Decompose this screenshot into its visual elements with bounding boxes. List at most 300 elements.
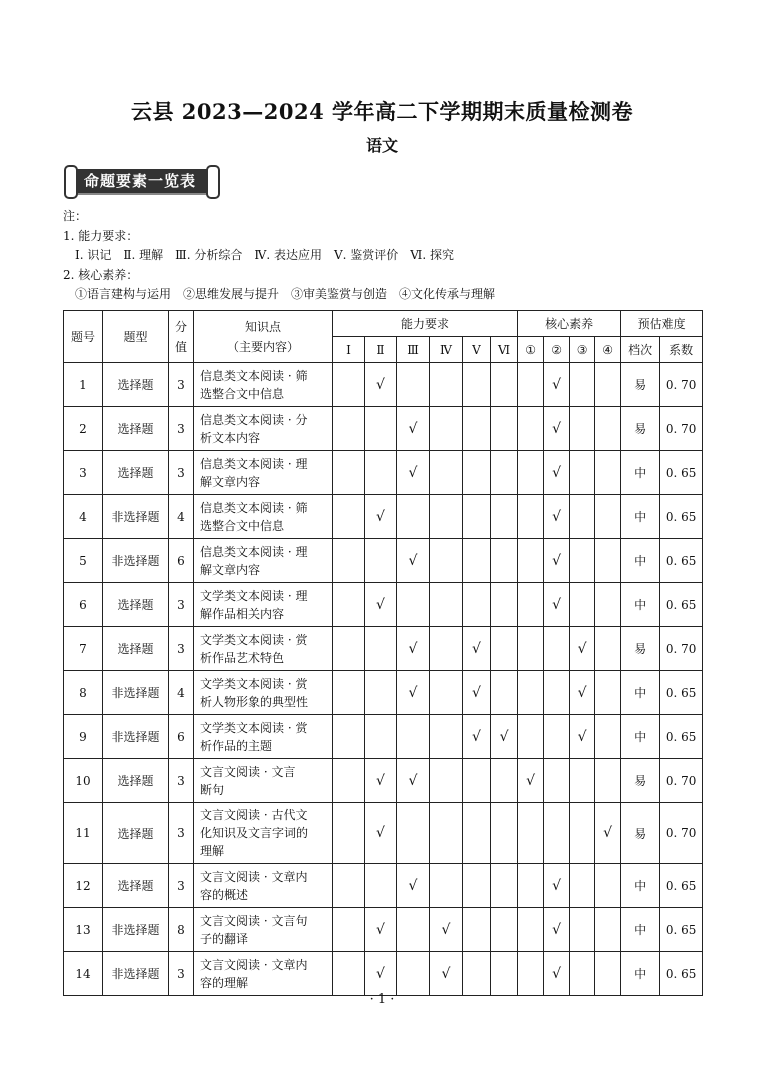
cell-core [570,952,595,996]
cell-ability [491,864,518,908]
cell-ability [463,407,491,451]
ability-col: Ⅱ [365,337,397,363]
cell-ability: √ [463,627,491,671]
cell-ability [397,952,430,996]
table-row [64,495,703,539]
diff-col-coef: 系数 [660,337,703,363]
knowledge-line: 容的理解 [200,975,249,990]
cell-core [544,627,570,671]
cell-core [518,803,544,864]
cell-score: 6 [169,539,194,583]
knowledge-line: 析人物形象的典型性 [200,694,309,709]
cell-ability [463,864,491,908]
table-row [64,715,703,759]
header-ability: 能力要求 [333,311,518,337]
cell-score: 3 [169,627,194,671]
cell-ability: √ [365,759,397,803]
table-row [64,864,703,908]
cell-level: 中 [621,495,660,539]
notes-head: 注： [63,209,88,223]
cell-coef: 0. 65 [660,495,703,539]
cell-coef: 0. 70 [660,363,703,407]
cell-level: 易 [621,759,660,803]
cell-ability [365,864,397,908]
header-num: 题号 [64,311,103,363]
cell-level: 中 [621,671,660,715]
cell-ability [430,715,463,759]
cell-core [518,627,544,671]
cell-coef: 0. 70 [660,407,703,451]
cell-score: 6 [169,715,194,759]
table-body [64,363,703,996]
cell-score: 3 [169,363,194,407]
cell-knowledge [194,627,333,671]
cell-level: 中 [621,715,660,759]
knowledge-line: 信息类文本阅读 · 分 [200,412,308,427]
cell-core: √ [544,908,570,952]
cell-knowledge [194,803,333,864]
cell-ability [333,803,365,864]
cell-core: √ [570,715,595,759]
cell-num: 1 [64,363,103,407]
table-row [64,451,703,495]
cell-core [544,759,570,803]
cell-ability [333,363,365,407]
cell-core: √ [544,864,570,908]
knowledge-line: 选整合文中信息 [200,386,285,401]
cell-ability [365,539,397,583]
knowledge-line: 文言文阅读 · 文言 [200,764,296,779]
cell-level: 易 [621,407,660,451]
cell-core [595,864,621,908]
cell-ability [491,495,518,539]
cell-knowledge [194,583,333,627]
cell-core [595,451,621,495]
knowledge-line: 信息类文本阅读 · 理 [200,544,308,559]
cell-knowledge [194,451,333,495]
knowledge-line: 容的概述 [200,887,249,902]
cell-type: 选择题 [103,363,169,407]
cell-coef: 0. 65 [660,952,703,996]
cell-ability [491,803,518,864]
cell-core [570,864,595,908]
cell-ability [333,671,365,715]
cell-ability [463,539,491,583]
core-col: ① [518,337,544,363]
cell-ability [430,539,463,583]
cell-type: 非选择题 [103,715,169,759]
cell-coef: 0. 65 [660,715,703,759]
cell-ability [463,759,491,803]
cell-core [518,495,544,539]
knowledge-line: 文学类文本阅读 · 赏 [200,632,308,647]
knowledge-line: 化知识及文言字词的 [200,826,309,840]
knowledge-line: 解文章内容 [200,474,261,489]
cell-core [595,363,621,407]
ability-list: Ⅰ. 识记 Ⅱ. 理解 Ⅲ. 分析综合 Ⅳ. 表达应用 Ⅴ. 鉴赏评价 Ⅵ. 探究 [75,248,454,262]
cell-coef: 0. 65 [660,908,703,952]
cell-core [595,952,621,996]
cell-num: 4 [64,495,103,539]
cell-ability: √ [491,715,518,759]
cell-num: 11 [64,803,103,864]
cell-ability: √ [365,952,397,996]
cell-ability [430,627,463,671]
cell-core [570,803,595,864]
cell-knowledge [194,495,333,539]
header-knowledge-sub: （主要内容） [226,339,299,354]
cell-num: 14 [64,952,103,996]
cell-type: 选择题 [103,407,169,451]
cell-score: 3 [169,864,194,908]
knowledge-line: 选整合文中信息 [200,518,285,533]
cell-knowledge [194,952,333,996]
header-difficulty: 预估难度 [621,311,703,337]
cell-ability: √ [397,451,430,495]
ability-col: Ⅲ [397,337,430,363]
cell-score: 4 [169,671,194,715]
cell-ability [365,715,397,759]
cell-ability: √ [365,803,397,864]
knowledge-line: 文言文阅读 · 文章内 [200,869,308,884]
cell-ability [463,495,491,539]
cell-type: 选择题 [103,803,169,864]
cell-core [570,495,595,539]
cell-ability [365,627,397,671]
cell-ability [463,908,491,952]
table-row [64,952,703,996]
cell-core: √ [595,803,621,864]
cell-knowledge [194,908,333,952]
cell-level: 易 [621,803,660,864]
cell-core [518,407,544,451]
cell-score: 3 [169,952,194,996]
knowledge-line: 析作品的主题 [200,738,273,753]
cell-knowledge [194,864,333,908]
cell-ability [333,908,365,952]
cell-type: 选择题 [103,627,169,671]
cell-core [518,539,544,583]
cell-ability [491,627,518,671]
cell-ability: √ [463,671,491,715]
cell-ability [333,864,365,908]
header-knowledge [194,311,333,363]
table-row [64,583,703,627]
knowledge-line: 断句 [200,782,225,797]
cell-ability [430,864,463,908]
cell-core: √ [544,407,570,451]
cell-knowledge [194,539,333,583]
cell-core [595,715,621,759]
cell-core: √ [570,627,595,671]
cell-ability [491,539,518,583]
cell-core [595,627,621,671]
cell-type: 选择题 [103,864,169,908]
cell-num: 2 [64,407,103,451]
cell-ability [397,715,430,759]
knowledge-line: 析作品艺术特色 [200,650,285,665]
knowledge-line: 理解 [200,844,225,858]
knowledge-line: 解文章内容 [200,562,261,577]
cell-core: √ [518,759,544,803]
cell-level: 中 [621,583,660,627]
cell-core [518,908,544,952]
ability-col: Ⅳ [430,337,463,363]
cell-core [595,495,621,539]
cell-score: 3 [169,803,194,864]
cell-ability: √ [397,759,430,803]
cell-core [518,363,544,407]
cell-ability [491,952,518,996]
ability-title: 1. 能力要求： [63,228,139,243]
cell-core [544,803,570,864]
cell-ability: √ [365,908,397,952]
cell-ability [397,583,430,627]
cell-ability [491,908,518,952]
cell-type: 选择题 [103,759,169,803]
cell-core: √ [544,495,570,539]
cell-ability [491,583,518,627]
cell-core: √ [570,671,595,715]
knowledge-line: 信息类文本阅读 · 筛 [200,368,308,383]
cell-num: 9 [64,715,103,759]
cell-core [595,671,621,715]
header-knowledge-main: 知识点 [244,319,281,334]
page-title: 云县 2023—2024 学年高二下学期期末质量检测卷 [130,99,633,124]
knowledge-line: 文言文阅读 · 文章内 [200,957,308,972]
cell-level: 中 [621,864,660,908]
core-title: 2. 核心素养： [63,267,139,282]
core-col: ③ [570,337,595,363]
cell-coef: 0. 65 [660,864,703,908]
cell-coef: 0. 65 [660,583,703,627]
cell-ability [430,363,463,407]
cell-core [570,539,595,583]
cell-ability [397,803,430,864]
cell-core [595,908,621,952]
core-col: ② [544,337,570,363]
cell-score: 8 [169,908,194,952]
cell-level: 中 [621,451,660,495]
cell-ability [491,451,518,495]
cell-core [544,715,570,759]
cell-core [595,539,621,583]
cell-type: 选择题 [103,451,169,495]
table-row [64,759,703,803]
cell-ability [365,671,397,715]
cell-core [518,583,544,627]
cell-knowledge [194,759,333,803]
cell-num: 6 [64,583,103,627]
cell-knowledge [194,671,333,715]
cell-ability [463,803,491,864]
knowledge-line: 文言文阅读 · 古代文 [200,808,308,822]
cell-knowledge [194,715,333,759]
cell-ability [365,407,397,451]
cell-num: 8 [64,671,103,715]
cell-num: 12 [64,864,103,908]
cell-ability [430,583,463,627]
cell-knowledge [194,407,333,451]
cell-ability [491,407,518,451]
knowledge-line: 文言文阅读 · 文言句 [200,913,308,928]
table-row [64,671,703,715]
cell-ability [333,715,365,759]
cell-core: √ [544,451,570,495]
cell-core [518,671,544,715]
cell-type: 非选择题 [103,495,169,539]
cell-num: 10 [64,759,103,803]
cell-core [595,759,621,803]
cell-core [595,407,621,451]
cell-score: 3 [169,407,194,451]
cell-core [518,451,544,495]
cell-ability [430,407,463,451]
cell-score: 4 [169,495,194,539]
cell-type: 非选择题 [103,671,169,715]
cell-ability [333,952,365,996]
cell-level: 易 [621,627,660,671]
page-number: · 1 · [369,992,395,1007]
cell-core: √ [544,583,570,627]
cell-coef: 0. 70 [660,759,703,803]
cell-ability: √ [397,671,430,715]
knowledge-line: 子的翻译 [200,931,249,946]
cell-num: 13 [64,908,103,952]
cell-ability [491,671,518,715]
cell-ability: √ [365,583,397,627]
table-row [64,908,703,952]
cell-ability [333,583,365,627]
knowledge-line: 解作品相关内容 [200,606,285,621]
cell-ability [430,495,463,539]
cell-core [570,451,595,495]
header-type: 题型 [103,311,169,363]
cell-ability: √ [463,715,491,759]
cell-num: 3 [64,451,103,495]
cell-ability [397,495,430,539]
cell-ability [333,627,365,671]
cell-ability [365,451,397,495]
cell-level: 中 [621,952,660,996]
cell-core: √ [544,539,570,583]
cell-score: 3 [169,451,194,495]
cell-level: 中 [621,908,660,952]
cell-type: 非选择题 [103,952,169,996]
ability-col: Ⅰ [333,337,365,363]
cell-ability [430,803,463,864]
cell-core [518,715,544,759]
cell-core [518,864,544,908]
diff-col-level: 档次 [621,337,660,363]
cell-core [518,952,544,996]
table-row [64,363,703,407]
cell-ability [397,908,430,952]
cell-ability [463,363,491,407]
cell-ability [463,952,491,996]
ability-col: Ⅵ [491,337,518,363]
table-row [64,539,703,583]
knowledge-line: 文学类文本阅读 · 赏 [200,676,308,691]
cell-type: 非选择题 [103,908,169,952]
banner-label: 命题要素一览表 [83,172,196,190]
knowledge-line: 信息类文本阅读 · 理 [200,456,308,471]
cell-level: 易 [621,363,660,407]
cell-core: √ [544,363,570,407]
cell-core [595,583,621,627]
cell-core [570,583,595,627]
cell-score: 3 [169,583,194,627]
cell-level: 中 [621,539,660,583]
table-row [64,803,703,864]
cell-ability [463,583,491,627]
cell-num: 7 [64,627,103,671]
cell-ability: √ [397,864,430,908]
cell-coef: 0. 70 [660,627,703,671]
cell-ability [333,539,365,583]
cell-ability [491,363,518,407]
cell-ability [333,759,365,803]
cell-coef: 0. 65 [660,671,703,715]
cell-ability [397,363,430,407]
knowledge-line: 析文本内容 [200,430,261,445]
cell-knowledge [194,363,333,407]
table-row [64,407,703,451]
cell-ability [333,495,365,539]
cell-ability: √ [397,539,430,583]
knowledge-line: 信息类文本阅读 · 筛 [200,500,308,515]
cell-core [570,908,595,952]
subject-title: 语文 [365,136,398,155]
cell-ability [491,759,518,803]
core-list: ①语言建构与运用 ②思维发展与提升 ③审美鉴赏与创造 ④文化传承与理解 [75,287,496,301]
cell-core [570,759,595,803]
cell-ability: √ [430,952,463,996]
knowledge-line: 文学类文本阅读 · 理 [200,588,308,603]
cell-ability: √ [365,495,397,539]
cell-ability [463,451,491,495]
cell-num: 5 [64,539,103,583]
header-score: 分值 [169,311,194,363]
cell-core [570,407,595,451]
cell-type: 非选择题 [103,539,169,583]
cell-ability [430,671,463,715]
section-banner [64,163,214,195]
cell-type: 选择题 [103,583,169,627]
core-col: ④ [595,337,621,363]
cell-coef: 0. 65 [660,451,703,495]
cell-ability [430,451,463,495]
cell-core [544,671,570,715]
cell-ability: √ [397,407,430,451]
question-table [63,310,703,996]
cell-coef: 0. 70 [660,803,703,864]
knowledge-line: 文学类文本阅读 · 赏 [200,720,308,735]
cell-core: √ [544,952,570,996]
cell-score: 3 [169,759,194,803]
cell-core [570,363,595,407]
cell-coef: 0. 65 [660,539,703,583]
cell-ability: √ [430,908,463,952]
cell-ability: √ [397,627,430,671]
cell-ability [333,407,365,451]
notes [63,207,495,305]
cell-ability: √ [365,363,397,407]
header-core: 核心素养 [518,311,621,337]
cell-ability [430,759,463,803]
cell-ability [333,451,365,495]
ability-col: Ⅴ [463,337,491,363]
